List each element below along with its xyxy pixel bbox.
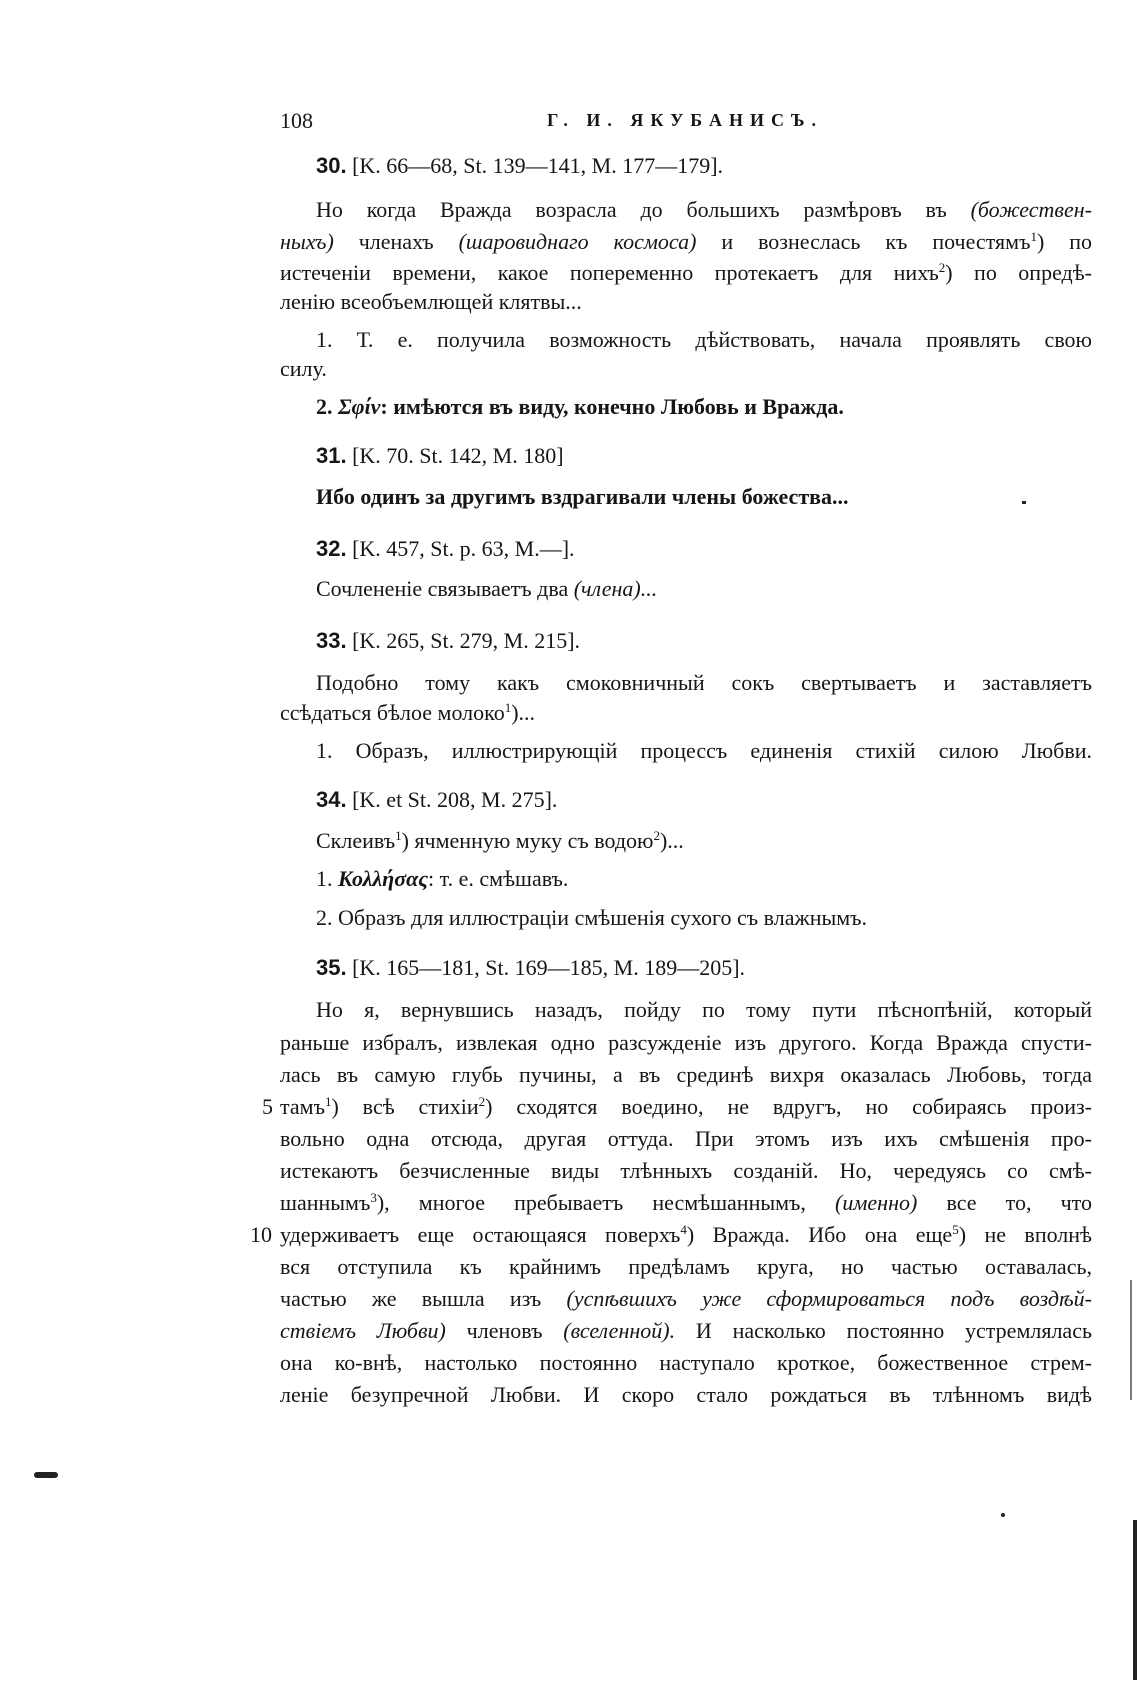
text-run: шаннымъ xyxy=(280,1190,371,1215)
text-run: ) сходятся воедино, не вдругъ, но собираясь произ- xyxy=(485,1094,1093,1119)
italic-run: ныхъ) xyxy=(280,229,334,254)
fragment-number: 34. xyxy=(316,787,347,812)
fragment-33-note-1: 1. Образъ, иллюстрирующій процессъ единенія стихій силою Любви. xyxy=(316,738,1092,763)
fragment-35-line-9: вся отступила къ крайнимъ предѣламъ круга, но частью оставалась, xyxy=(280,1254,1092,1279)
fragment-31-text: Ибо одинъ за другимъ вздрагивали члены божества... xyxy=(316,484,849,509)
text-run: Сочлененіе связываетъ два xyxy=(316,576,574,601)
fragment-35-line-4 xyxy=(280,1094,1092,1120)
fragment-35-line-5: вольно одна отсюда, другая оттуда. При этомъ изъ ихъ смѣшенія про- xyxy=(280,1126,1092,1151)
fragment-33-heading xyxy=(316,628,1092,654)
fragment-32-text xyxy=(316,576,1092,602)
fragment-34-note-1 xyxy=(316,866,1092,892)
fragment-35-line-10 xyxy=(280,1286,1092,1312)
footnote-mark: 4 xyxy=(680,1222,687,1237)
fragment-31-heading xyxy=(316,443,1092,469)
footnote-mark: 1 xyxy=(395,828,402,843)
greek-word: Σφίν xyxy=(338,394,381,419)
text-run: удерживаетъ еще остающаяся поверхъ xyxy=(280,1222,681,1247)
fragment-30-line-2 xyxy=(280,229,1092,255)
text-run: 2. xyxy=(316,394,338,419)
fragment-35-line-7 xyxy=(280,1190,1092,1216)
text-run: тамъ xyxy=(280,1094,325,1119)
text-run: членовъ xyxy=(445,1318,564,1343)
text-run: истеченіи времени, какое попеременно протекаетъ для нихъ xyxy=(280,260,939,285)
line-number-5: 5 xyxy=(262,1094,273,1119)
fragment-number: 31. xyxy=(316,443,347,468)
footnote-mark: 1 xyxy=(324,1094,332,1109)
fragment-number: 32. xyxy=(316,536,347,561)
page-edge-shadow xyxy=(1130,1280,1132,1400)
text-run: И насколько постоянно устремлялась xyxy=(675,1318,1092,1343)
italic-run: (вселенной). xyxy=(563,1318,676,1343)
text-run: 1. xyxy=(316,866,338,891)
text-run: ) не вполнѣ xyxy=(958,1222,1093,1247)
footnote-mark: 5 xyxy=(952,1222,959,1237)
fragment-reference: [K. 66—68, St. 139—141, M. 177—179]. xyxy=(352,153,724,178)
fragment-32-heading xyxy=(316,536,1092,562)
fragment-35-line-11 xyxy=(280,1318,1092,1344)
fragment-35-line-12: она ко-внѣ, настолько постоянно наступало кроткое, божественное стрем- xyxy=(280,1350,1092,1375)
fragment-35-line-2: раньше избралъ, извлекая одно разсужденіе изъ другого. Когда Вражда спусти- xyxy=(280,1030,1092,1055)
text-run: членахъ xyxy=(333,229,459,254)
italic-run: ствіемъ Любви) xyxy=(280,1318,446,1343)
text-run: )... xyxy=(659,828,684,853)
fragment-number: 30. xyxy=(316,153,347,178)
running-head: Г. И. ЯКУБАНИСЪ. xyxy=(546,110,824,130)
page-edge-shadow xyxy=(1133,1520,1137,1680)
fragment-30-note-2 xyxy=(316,394,1092,420)
line-number-10: 10 xyxy=(250,1222,272,1247)
text-run: )... xyxy=(511,700,536,725)
text-run: ) ячменную муку съ водою xyxy=(401,828,654,853)
text-run: Но когда Вражда возрасла до большихъ размѣровъ въ xyxy=(316,197,971,222)
fragment-reference: [K. 265, St. 279, M. 215]. xyxy=(352,628,581,653)
fragment-35-line-3: лась въ самую глубь пучины, а въ срединѣ вихря оказалась Любовь, тогда xyxy=(280,1062,1092,1087)
fragment-30-heading xyxy=(316,153,1092,179)
text-run: : имѣются въ виду, конечно Любовь и Вражда. xyxy=(380,394,844,419)
scan-speck xyxy=(1001,1513,1005,1517)
scan-mark xyxy=(34,1472,58,1478)
italic-run: (члена)... xyxy=(573,576,658,601)
italic-run: (шаровиднаго космоса) xyxy=(458,229,697,254)
text-run: Склеивъ xyxy=(316,828,396,853)
fragment-number: 35. xyxy=(316,955,347,980)
fragment-reference: [K. 165—181, St. 169—185, M. 189—205]. xyxy=(352,955,746,980)
footnote-mark: 2 xyxy=(938,260,946,275)
fragment-reference: [K. 457, St. p. 63, M.—]. xyxy=(352,536,575,561)
fragment-34-text xyxy=(316,828,1092,854)
italic-run: (божествен- xyxy=(970,197,1092,222)
fragment-35-line-6: истекаютъ безчисленные виды тлѣнныхъ созданій. Но, чередуясь со смѣ- xyxy=(280,1158,1092,1183)
fragment-34-heading xyxy=(316,787,1092,813)
footnote-mark: 2 xyxy=(653,828,660,843)
fragment-35-line-1: Но я, вернувшись назадъ, пойду по тому пути пѣснопѣній, который xyxy=(316,997,1092,1022)
text-run: ) по xyxy=(1036,229,1092,254)
italic-run: (успѣвшихъ уже сформироваться подъ воздѣй- xyxy=(566,1286,1092,1311)
footnote-mark: 2 xyxy=(478,1094,486,1109)
fragment-30-note-1: 1. Т. е. получила возможность дѣйствовать, начала проявлять свою xyxy=(316,327,1092,352)
text-run: : т. е. смѣшавъ. xyxy=(428,866,569,891)
text-run: все то, что xyxy=(917,1190,1092,1215)
italic-run: (именно) xyxy=(835,1190,918,1215)
footnote-mark: 3 xyxy=(370,1190,377,1205)
fragment-reference: [K. et St. 208, M. 275]. xyxy=(352,787,558,812)
text-run: ), многое пребываетъ несмѣшаннымъ, xyxy=(376,1190,836,1215)
fragment-30-line-1 xyxy=(316,197,1092,223)
page-number: 108 xyxy=(280,108,313,133)
fragment-33-line-1: Подобно тому какъ смоковничный сокъ свертываетъ и заставляетъ xyxy=(316,670,1092,695)
fragment-35-heading xyxy=(316,955,1092,981)
text-run: ) Вражда. Ибо она еще xyxy=(686,1222,953,1247)
text-run: и вознеслась къ почестямъ xyxy=(696,229,1031,254)
scan-speck xyxy=(1022,501,1026,504)
text-run: частью же вышла изъ xyxy=(280,1286,567,1311)
text-run: ) всѣ стихіи xyxy=(331,1094,479,1119)
text-run: ) по опредѣ- xyxy=(945,260,1093,285)
fragment-30-line-3 xyxy=(280,260,1092,286)
page-header xyxy=(280,108,1090,140)
fragment-30-note-1-cont: силу. xyxy=(280,356,327,381)
fragment-34-note-2: 2. Образъ для иллюстраціи смѣшенія сухого съ влажнымъ. xyxy=(316,905,868,930)
fragment-30-line-4: ленію всеобъемлющей клятвы... xyxy=(280,289,582,314)
fragment-35-line-8 xyxy=(280,1222,1092,1248)
footnote-mark: 1 xyxy=(1030,229,1037,244)
fragment-reference: [K. 70. St. 142, M. 180] xyxy=(352,443,564,468)
fragment-33-line-2 xyxy=(280,700,1092,726)
text-run: ссѣдаться бѣлое молоко xyxy=(280,700,505,725)
fragment-35-line-13: леніе безупречной Любви. И скоро стало рождаться въ тлѣнномъ видѣ xyxy=(280,1382,1092,1407)
footnote-mark: 1 xyxy=(504,700,512,715)
greek-word: Κολλήσας xyxy=(338,866,429,891)
fragment-number: 33. xyxy=(316,628,347,653)
